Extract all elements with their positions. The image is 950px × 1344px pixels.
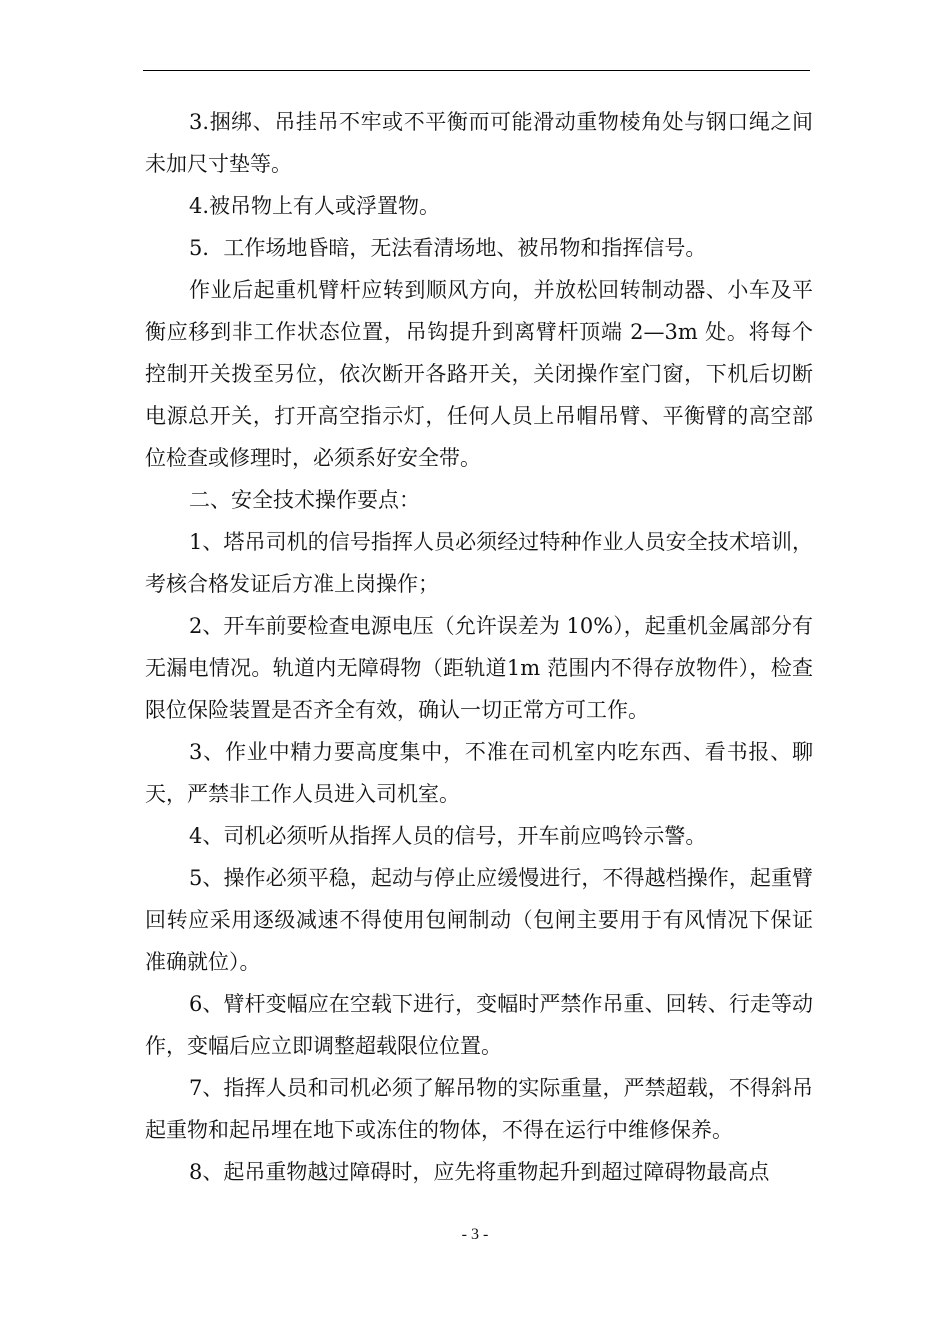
paragraph-rule-8: 8、起吊重物越过障碍时，应先将重物起升到超过障碍物最高点 xyxy=(189,1160,770,1184)
page-number: - 3 - xyxy=(461,1226,489,1243)
section-heading: 二、安全技术操作要点： xyxy=(189,488,420,512)
paragraph-rule-2: 2、开车前要检查电源电压（允许误差为 10%），起重机金属部分有无漏电情况。轨道内无障碍物（距轨道1m 范围内不得存放物件），检查限位保险装置是否齐全有效，确认一切正常方可工作。 xyxy=(145,614,813,722)
header-rule xyxy=(143,70,810,71)
paragraph-item-5: 5．工作场地昏暗，无法看清场地、被吊物和指挥信号。 xyxy=(189,236,707,260)
body-text xyxy=(145,101,813,1193)
paragraph-rule-1: 1、塔吊司机的信号指挥人员必须经过特种作业人员安全技术培训，考核合格发证后方准上岗操作； xyxy=(145,530,813,596)
paragraph-rule-7: 7、指挥人员和司机必须了解吊物的实际重量，严禁超载，不得斜吊起重物和起吊埋在地下或冻住的物体，不得在运行中维修保养。 xyxy=(145,1076,813,1142)
paragraph-rule-3: 3、作业中精力要高度集中，不准在司机室内吃东西、看书报、聊天，严禁非工作人员进入司机室。 xyxy=(145,740,813,806)
paragraph-item-4: 4.被吊物上有人或浮置物。 xyxy=(189,194,441,218)
paragraph-item-3: 3.捆绑、吊挂吊不牢或不平衡而可能滑动重物棱角处与钢口绳之间未加尺寸垫等。 xyxy=(145,110,813,176)
paragraph-rule-5: 5、操作必须平稳，起动与停止应缓慢进行，不得越档操作，起重臂回转应采用逐级减速不得使用包闸制动（包闸主要用于有风情况下保证准确就位）。 xyxy=(145,866,813,974)
paragraph-rule-4: 4、司机必须听从指挥人员的信号，开车前应鸣铃示警。 xyxy=(189,824,707,848)
paragraph-after-operation: 作业后起重机臂杆应转到顺风方向，并放松回转制动器、小车及平衡应移到非工作状态位置，吊钩提升到离臂杆顶端 2—3m 处。将每个控制开关拨至另位，依次断开各路开关，关闭操作室门窗，下机后切断电源总开关，打开高空指示灯，任何人员上吊帽吊臂、平衡臂的高空部位检查或修理时，必须系好安全带。 xyxy=(145,278,813,470)
paragraph-rule-6: 6、臂杆变幅应在空载下进行，变幅时严禁作吊重、回转、行走等动作，变幅后应立即调整超载限位位置。 xyxy=(145,992,813,1058)
